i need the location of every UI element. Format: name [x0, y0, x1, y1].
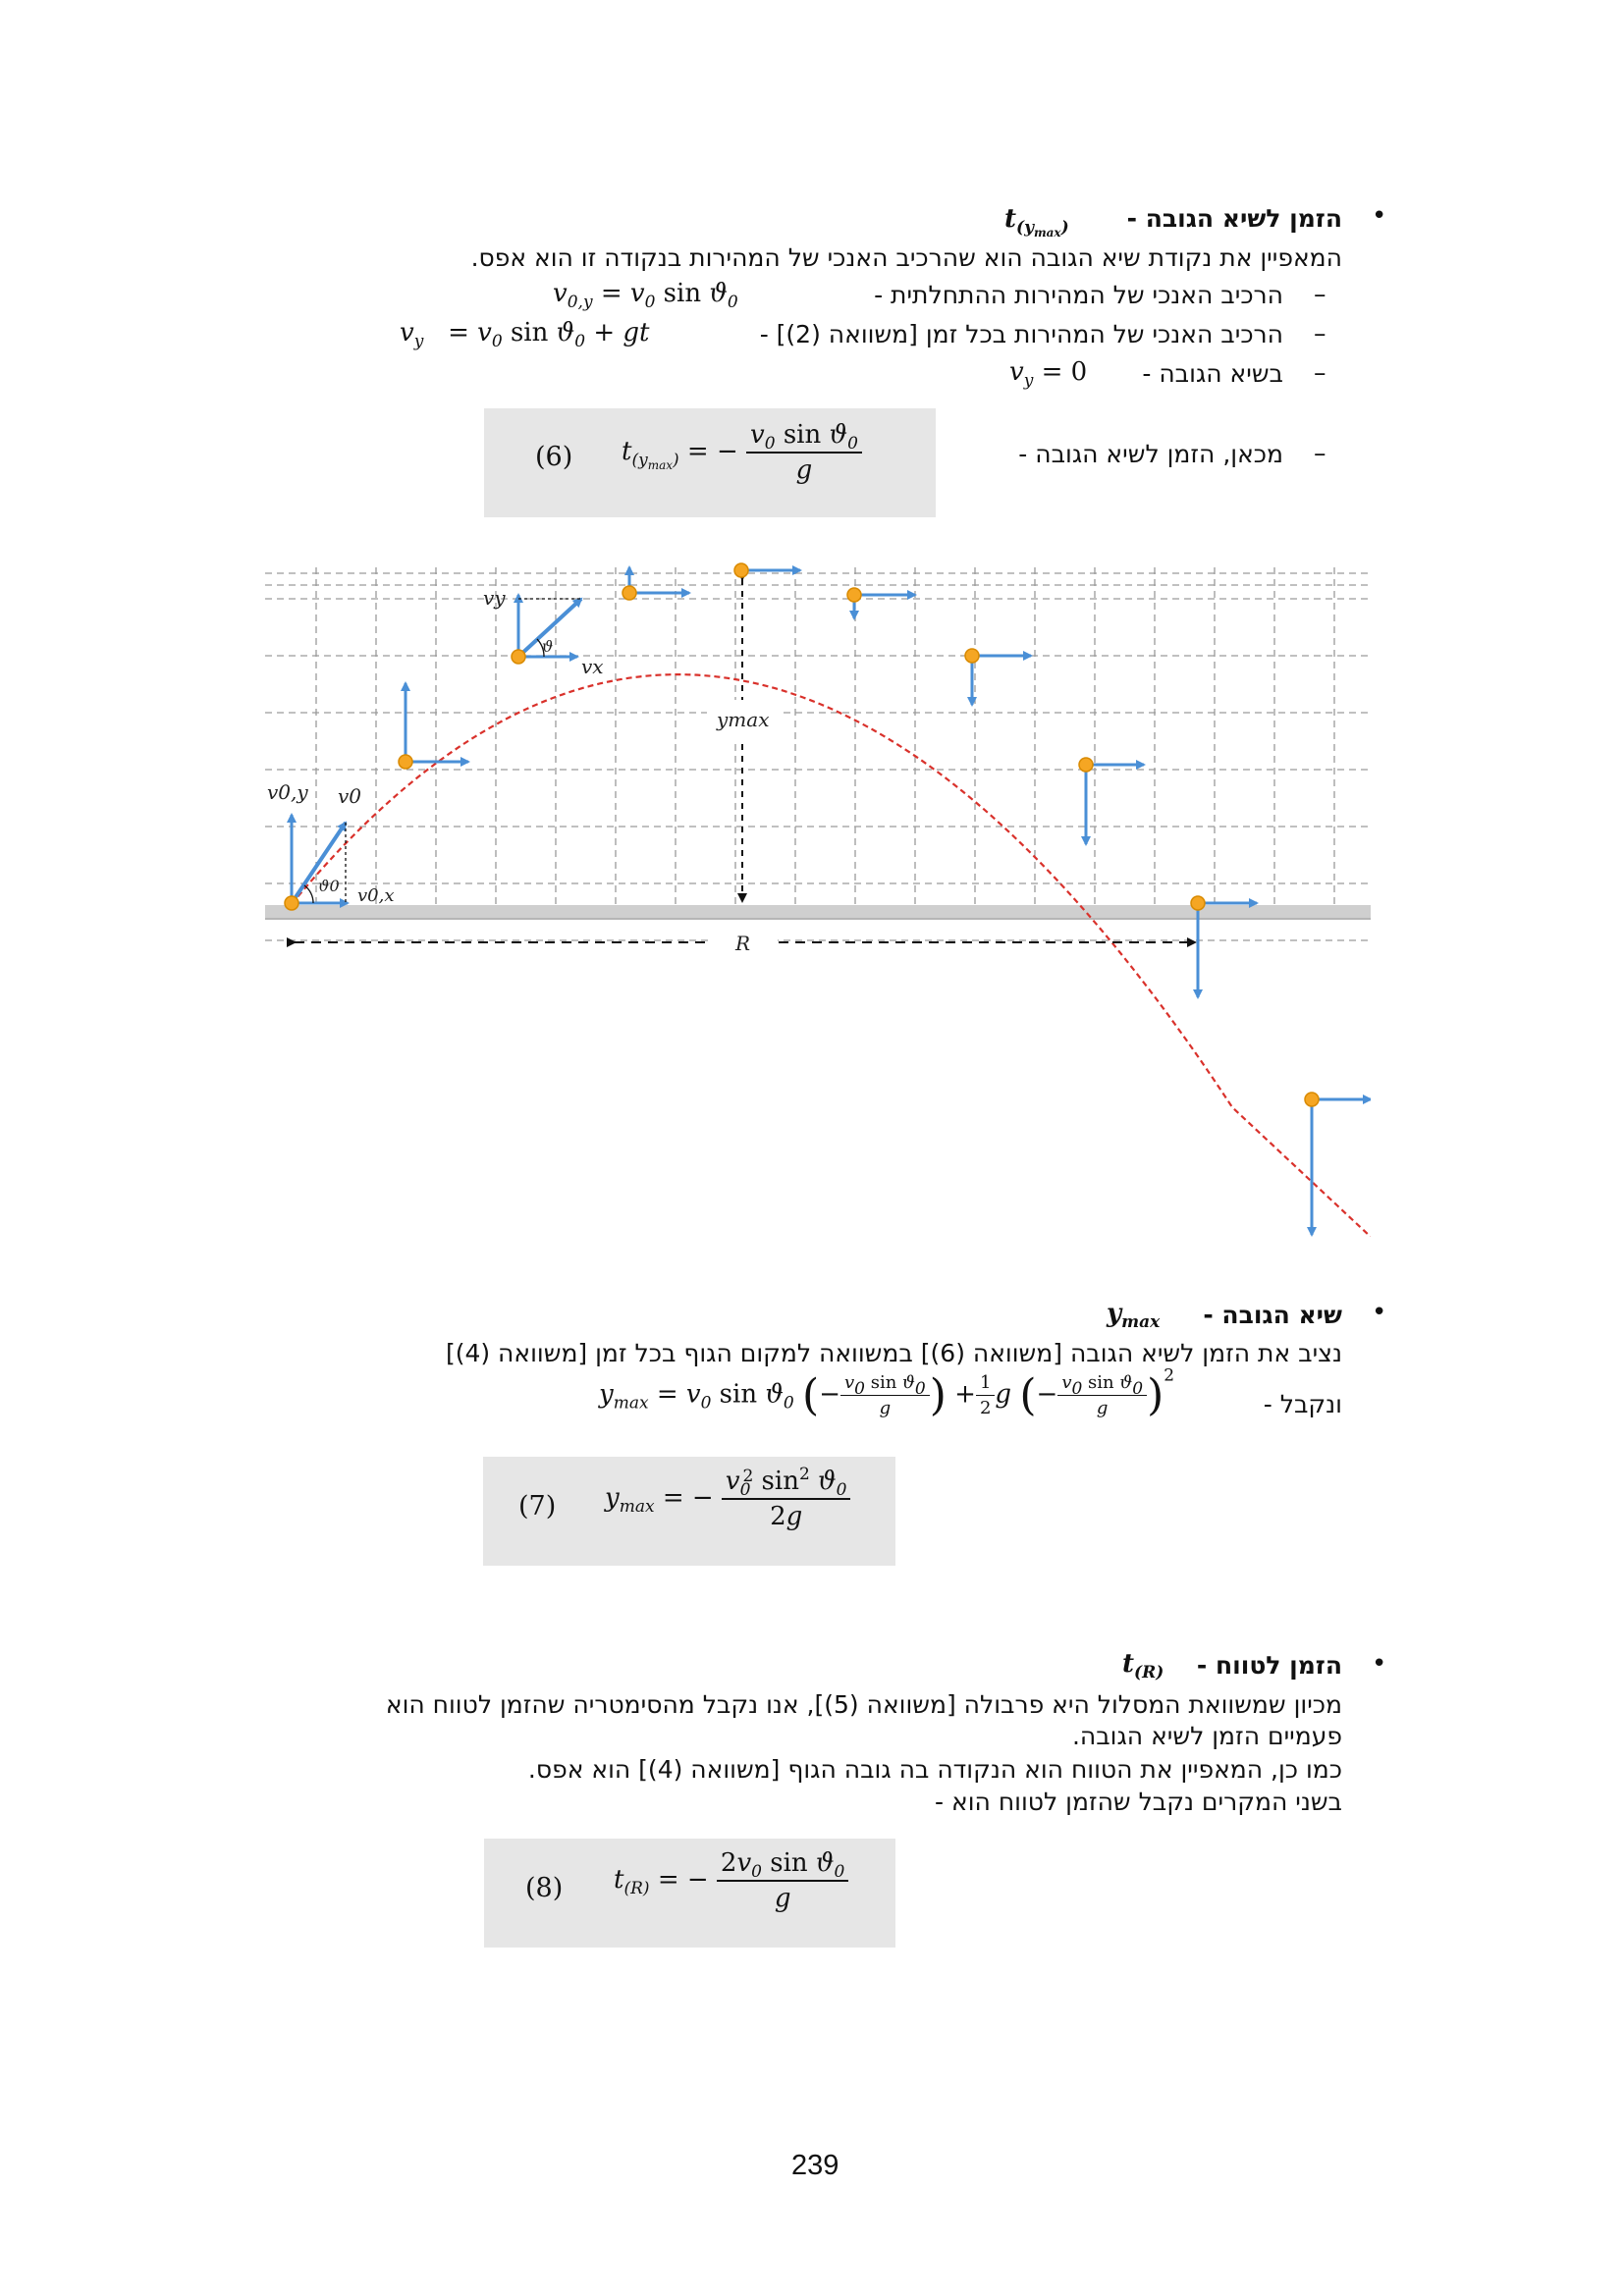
section3-title-math: $t_{(R)}$	[1122, 1649, 1164, 1682]
eq-vy-zero: $v_y = 0$	[1009, 357, 1088, 391]
eq-vy: $v_y$ = $v_0$ $\sin ϑ_0$ + gt	[400, 318, 650, 351]
section1-item4: מכאן, הזמן לשיא הגובה -	[1018, 440, 1283, 468]
label-R: R	[735, 932, 751, 955]
section1-item2: הרכיב האנכי של המהירות בכל זמן [משוואה (2)] -	[759, 320, 1283, 348]
eq-number-8: (8)	[525, 1873, 564, 1903]
label-v0: v0	[338, 784, 362, 808]
section1-title-math: $t_{(y_{max})}$	[1004, 204, 1069, 240]
eq-t-R: $t_{(R)}$ = − $\frac{2v_0 \sin ϑ_0}{g}$	[614, 1848, 848, 1913]
section3-line4: בשני המקרים נקבל שהזמן לטווח הוא -	[935, 1788, 1342, 1816]
dash-item1: –	[1314, 280, 1326, 308]
section3-line2: פעמיים הזמן לשיא הגובה.	[1071, 1722, 1342, 1750]
section2-title-math: $y_{max}$	[1107, 1299, 1161, 1332]
section3-title: הזמן לטווח -	[1196, 1651, 1342, 1680]
bullet-section3: •	[1372, 1649, 1387, 1679]
section1-item1: הרכיב האנכי של המהירות ההתחלתית -	[874, 281, 1283, 309]
equation-box-7	[483, 1457, 895, 1566]
equation-box-8	[484, 1839, 895, 1948]
page-number: 239	[791, 2150, 839, 2181]
trajectory-curve	[292, 674, 1371, 1237]
eq-t-ymax: $t_{(y_{max})}$ = − $\frac{v_0 \sin ϑ_0}{g}$	[622, 420, 862, 485]
eq-ymax: $y_{max}$ = − $\frac{v_0^2 \sin^2 ϑ_0}{2g}$	[605, 1467, 850, 1531]
equation-box-6	[484, 408, 936, 517]
eq-v0y: $v_{0,y} = v_0$ $\sin ϑ_0$	[553, 279, 738, 312]
section2-receive: ונקבל -	[1263, 1390, 1342, 1418]
velocity-vectors	[292, 567, 1371, 1235]
section1-title: הזמן לשיא הגובה -	[1126, 204, 1342, 233]
label-v0x: v0,x	[357, 885, 395, 906]
section1-item3: בשיא הגובה -	[1142, 359, 1283, 388]
section3-line3: כמו כן, המאפיין את הטווח הוא הנקודה בה גובה הגוף [משוואה (4)] הוא אפס.	[527, 1755, 1342, 1784]
label-ymax: ymax	[717, 708, 770, 731]
projectile-figure	[265, 558, 1371, 1237]
trajectory-points	[285, 563, 1319, 1106]
label-v0y: v0,y	[267, 780, 308, 804]
eq-number-7: (7)	[518, 1491, 557, 1522]
label-vx: vx	[581, 655, 604, 678]
bullet-section2: •	[1372, 1298, 1387, 1327]
section1-intro: המאפיין את נקודת שיא הגובה הוא שהרכיב האנכי של המהירות בנקודה זו הוא אפס.	[470, 243, 1342, 272]
eq-number-6: (6)	[535, 442, 573, 472]
label-vy: vy	[483, 586, 506, 610]
bullet-section1: •	[1372, 201, 1387, 231]
dash-item3: –	[1314, 358, 1326, 387]
dash-item2: –	[1314, 319, 1326, 347]
section3-line1: מכיון שמשוואת המסלול היא פרבולה [משוואה (5)], אנו נקבל מהסימטריה שהזמן לטווח הוא	[385, 1690, 1342, 1719]
dash-item4: –	[1314, 439, 1326, 467]
label-theta0: ϑ0	[318, 877, 340, 895]
grid	[265, 567, 1371, 940]
section2-title: שיא הגובה -	[1203, 1301, 1342, 1329]
label-theta: ϑ	[542, 637, 554, 656]
section2-intro: נציב את הזמן לשיא הגובה [משוואה (6)] במשוואה למקום הגוף בכל זמן [משוואה (4)]	[445, 1339, 1342, 1367]
eq-ymax-substitution: $y_{max} = v_0$ $\sin ϑ_0$ (− $\frac{v_0 \sin ϑ_0}{g}$ ) + $\frac{1}{2}$ g (− $\frac{v_0 \sin ϑ_0}{g}$ )$^2$	[599, 1365, 1175, 1420]
ground	[265, 905, 1371, 919]
